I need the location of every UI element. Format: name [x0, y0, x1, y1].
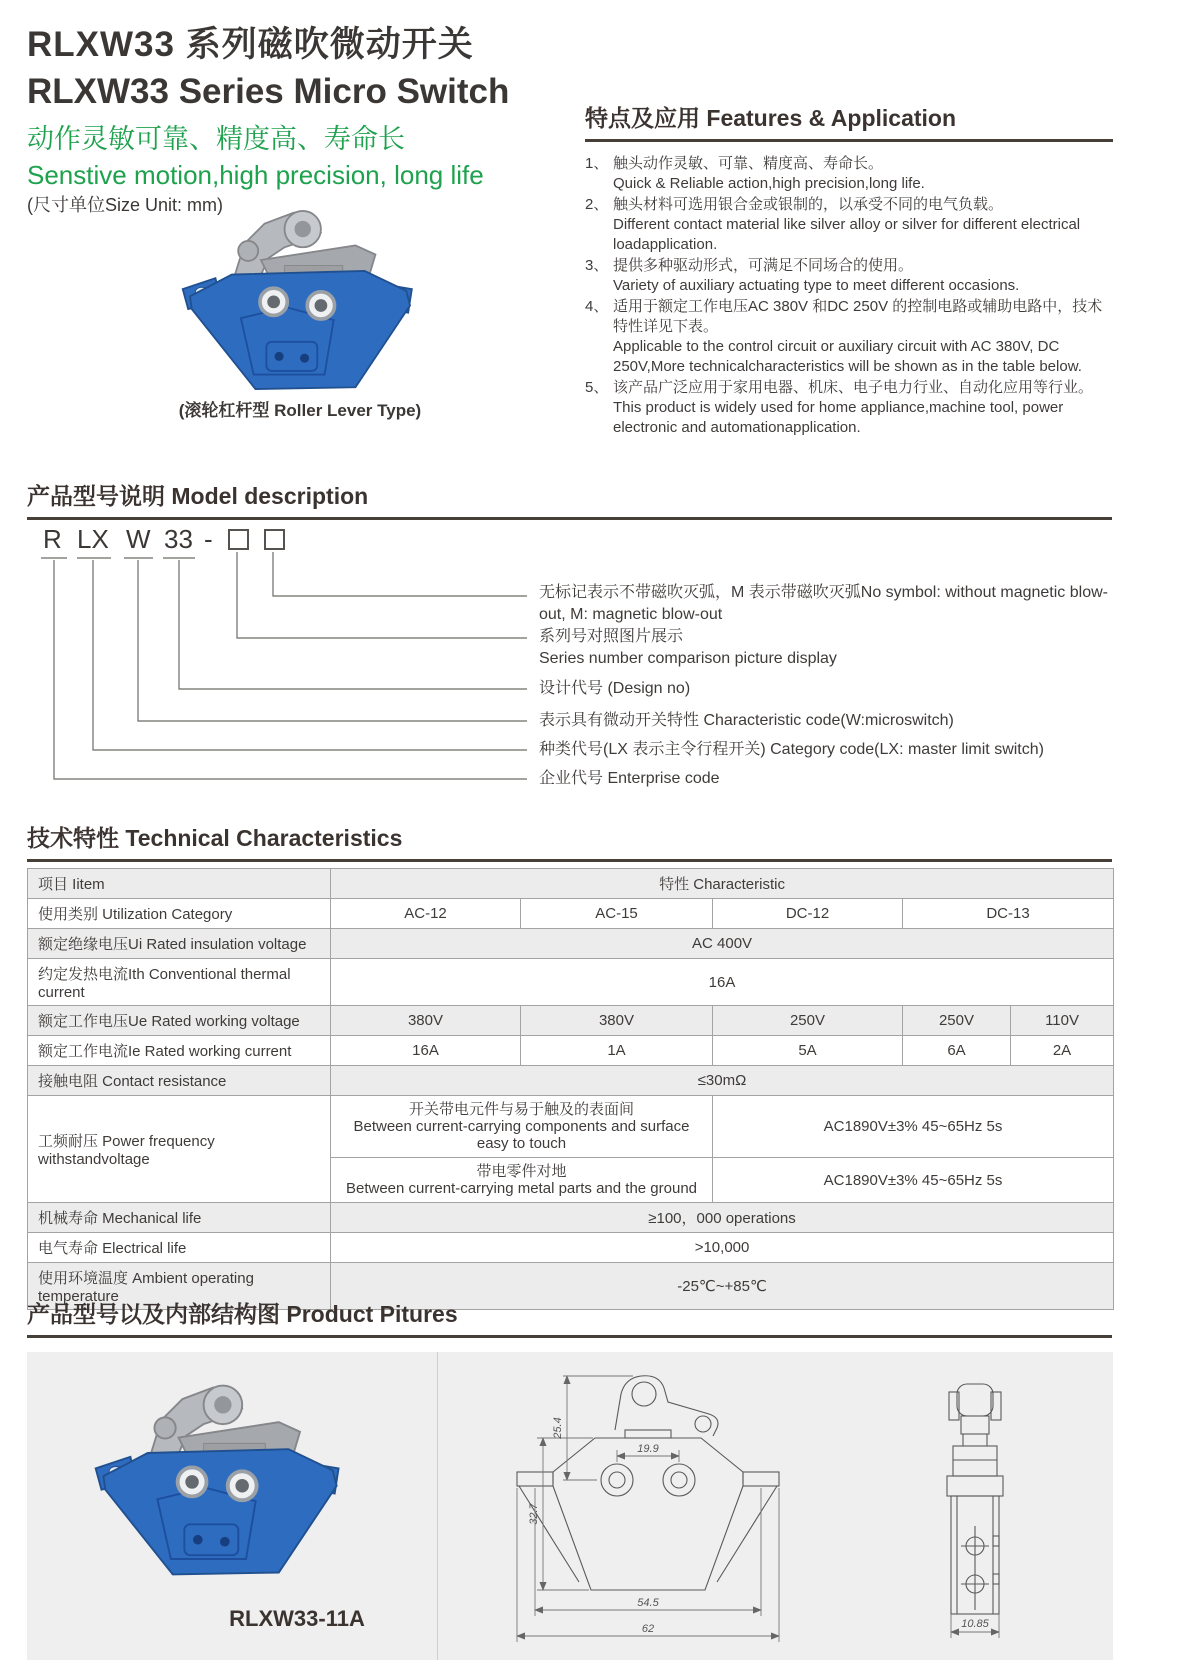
- callout-series: [539, 626, 1117, 670]
- model-heading: 产品型号说明 Model description: [27, 478, 1112, 520]
- value-cell: 250V: [903, 1006, 1011, 1036]
- withstand-desc-zh: 开关带电元件与易于触及的表面间: [408, 1101, 634, 1118]
- withstand-desc-en: Between current-carrying metal parts and the ground: [345, 1180, 698, 1197]
- dim-lever-height: 25.4: [552, 1417, 564, 1439]
- code-part-characteristic: W: [126, 524, 151, 554]
- code-placeholder-box-blowout: [264, 529, 285, 550]
- callout-series-en: Series number comparison picture display: [539, 650, 837, 667]
- tech-table: [27, 868, 1114, 1310]
- feature-en: Quick & Reliable action,high precision,long life.: [613, 175, 925, 192]
- value-cell: 1A: [521, 1036, 713, 1066]
- panel-divider: [437, 1352, 438, 1660]
- table-row-header: [28, 869, 1114, 899]
- callout-series-zh: 系列号对照图片展示: [539, 628, 684, 645]
- value-cell: DC-12: [713, 899, 903, 929]
- row-label: 使用类别 Utilization Category: [28, 899, 331, 929]
- value-cell: 110V: [1011, 1006, 1114, 1036]
- row-label: 额定工作电流Ie Rated working current: [28, 1036, 331, 1066]
- feature-zh: 适用于额定工作电压AC 380V 和DC 250V 的控制电路或辅助电路中，技术特性详见下表。: [613, 298, 1103, 335]
- value-cell: 2A: [1011, 1036, 1114, 1066]
- value-cell: AC-12: [331, 899, 521, 929]
- feature-zh: 提供多种驱动形式，可满足不同场合的使用。: [613, 257, 914, 274]
- hero-product-photo: [172, 200, 428, 400]
- table-row-resistance: [28, 1066, 1114, 1096]
- page-title-en: RLXW33 Series Micro Switch: [27, 72, 510, 111]
- features-list: [585, 154, 1113, 438]
- value-cell: 16A: [331, 959, 1114, 1006]
- feature-zh: 触头动作灵敏、可靠、精度高、寿命长。: [613, 155, 884, 172]
- pictures-panel: [27, 1352, 1113, 1660]
- value-cell: 250V: [713, 1006, 903, 1036]
- code-part-dash: -: [204, 524, 213, 554]
- value-cell: ≤30mΩ: [331, 1066, 1114, 1096]
- header-characteristic-cell: 特性 Characteristic: [331, 869, 1114, 899]
- row-label: 工频耐压 Power frequency withstandvoltage: [28, 1096, 331, 1203]
- code-placeholder-box-series: [228, 529, 249, 550]
- code-part-design: 33: [164, 524, 193, 554]
- value-cell: DC-13: [903, 899, 1114, 929]
- row-label: 电气寿命 Electrical life: [28, 1233, 331, 1263]
- value-cell: AC 400V: [331, 929, 1114, 959]
- feature-item: [585, 154, 1113, 194]
- withstand-desc-cell: [331, 1096, 713, 1158]
- header-block: [27, 22, 587, 218]
- feature-number: 4、: [585, 298, 609, 315]
- value-cell: 380V: [331, 1006, 521, 1036]
- size-unit-note: (尺寸单位Size Unit: mm): [27, 195, 224, 215]
- row-label: 接触电阻 Contact resistance: [28, 1066, 331, 1096]
- value-cell: 380V: [521, 1006, 713, 1036]
- pictures-heading: 产品型号以及内部结构图 Product Pitures: [27, 1296, 1112, 1338]
- table-row-mech-life: [28, 1203, 1114, 1233]
- value-cell: 16A: [331, 1036, 521, 1066]
- row-label: 机械寿命 Mechanical life: [28, 1203, 331, 1233]
- subtitle-en: Senstive motion,high precision, long life: [27, 160, 484, 190]
- hero-caption: (滚轮杠杆型 Roller Lever Type): [178, 401, 422, 420]
- code-part-enterprise: R: [43, 524, 62, 554]
- value-cell: ≥100，000 operations: [331, 1203, 1114, 1233]
- table-row-voltage: [28, 1006, 1114, 1036]
- value-cell: >10,000: [331, 1233, 1114, 1263]
- value-cell: 6A: [903, 1036, 1011, 1066]
- product-model-label: RLXW33-11A: [229, 1606, 365, 1631]
- front-view-drawing: [457, 1354, 829, 1658]
- dim-total-width: 62: [641, 1623, 655, 1635]
- header-item-cell: 项目 Iitem: [28, 869, 331, 899]
- callout-blowout: 无标记表示不带磁吹灭弧，M 表示带磁吹灭弧No symbol: without magnetic blow-out, M: magnetic blow-out: [539, 584, 1108, 623]
- page-title-zh: RLXW33 系列磁吹微动开关: [27, 25, 474, 64]
- table-row-insulation: [28, 929, 1114, 959]
- withstand-desc-cell: [331, 1158, 713, 1203]
- feature-item: [585, 378, 1113, 438]
- row-label: 使用环境温度 Ambient operating temperature: [28, 1263, 331, 1310]
- feature-number: 1、: [585, 155, 609, 172]
- table-row-thermal: [28, 959, 1114, 1006]
- features-section: [585, 100, 1113, 439]
- dim-side-width: 10.85: [961, 1618, 989, 1630]
- value-cell: AC-15: [521, 899, 713, 929]
- feature-en: This product is widely used for home appliance,machine tool, power electronic and automationapplication.: [613, 399, 1064, 436]
- row-label: 额定工作电压Ue Rated working voltage: [28, 1006, 331, 1036]
- code-part-category: LX: [77, 524, 109, 554]
- row-label: 额定绝缘电压Ui Rated insulation voltage: [28, 929, 331, 959]
- value-cell: AC1890V±3% 45~65Hz 5s: [713, 1158, 1114, 1203]
- feature-zh: 该产品广泛应用于家用电器、机床、电子电力行业、自动化应用等行业。: [613, 379, 1094, 396]
- withstand-desc-en: Between current-carrying components and surface easy to touch: [353, 1118, 690, 1152]
- feature-en: Applicable to the control circuit or auxiliary circuit with AC 380V, DC 250V,More technicalcharacteristics will be shown as in the table below.: [613, 338, 1082, 375]
- feature-number: 5、: [585, 379, 609, 396]
- table-row-current: [28, 1036, 1114, 1066]
- product-photo: [85, 1374, 355, 1586]
- model-code-diagram: [27, 524, 1112, 786]
- feature-en: Variety of auxiliary actuating type to meet different occasions.: [613, 277, 1020, 294]
- tech-heading: 技术特性 Technical Characteristics: [27, 820, 1112, 862]
- callout-category: 种类代号(LX 表示主令行程开关) Category code(LX: master limit switch): [539, 741, 1044, 758]
- dim-hole-spacing: 19.9: [637, 1443, 659, 1455]
- feature-item: [585, 195, 1113, 255]
- table-row-utilization: [28, 899, 1114, 929]
- feature-item: [585, 256, 1113, 296]
- value-cell: 5A: [713, 1036, 903, 1066]
- feature-number: 2、: [585, 196, 609, 213]
- value-cell: -25℃~+85℃: [331, 1263, 1114, 1310]
- callout-enterprise: 企业代号 Enterprise code: [539, 770, 720, 787]
- dim-mount-width: 54.5: [637, 1597, 659, 1609]
- row-label: 约定发热电流Ith Conventional thermal current: [28, 959, 331, 1006]
- feature-number: 3、: [585, 257, 609, 274]
- table-row-withstand-1: [28, 1096, 1114, 1158]
- features-heading: 特点及应用 Features & Application: [585, 100, 1113, 142]
- feature-zh: 触头材料可选用银合金或银制的，以承受不同的电气负载。: [613, 196, 1004, 213]
- dim-body-height: 32.7: [528, 1503, 540, 1525]
- feature-item: [585, 297, 1113, 377]
- callout-design: 设计代号 (Design no): [539, 680, 691, 697]
- value-cell: AC1890V±3% 45~65Hz 5s: [713, 1096, 1114, 1158]
- callout-characteristic: 表示具有微动开关特性 Characteristic code(W:microswitch): [539, 712, 954, 729]
- table-row-elec-life: [28, 1233, 1114, 1263]
- withstand-desc-zh: 带电零件对地: [476, 1163, 567, 1180]
- feature-en: Different contact material like silver alloy or silver for different electrical loadapplication.: [613, 216, 1081, 253]
- subtitle-zh: 动作灵敏可靠、精度高、寿命长: [27, 124, 405, 154]
- side-view-drawing: [907, 1366, 1043, 1654]
